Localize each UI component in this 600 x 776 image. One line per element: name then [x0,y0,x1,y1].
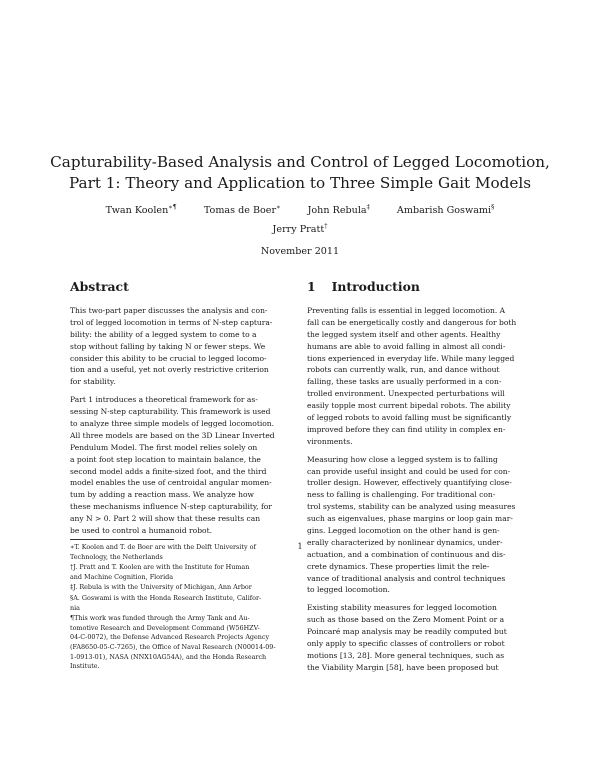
footnote-line: †J. Pratt and T. Koolen are with the Institute for Human [70,563,250,572]
text-line: trol systems, stability can be analyzed using measures [307,502,516,512]
footnote-line: (FA8650-05-C-7265), the Office of Naval Research (N00014-09- [70,642,276,651]
text-line: Poincaré map analysis may be readily computed but [307,627,507,637]
page-number: 1 [297,542,303,551]
paper-title [40,152,560,194]
text-line: Existing stability measures for legged locomotion [307,603,497,613]
text-line: Measuring how close a legged system is to falling [307,454,498,464]
footnote-line: Institute. [70,662,100,671]
text-line: to analyze three simple models of legged locomotion. [70,419,275,429]
footnote-line: §A. Goswami is with the Honda Research Institute, Califor- [70,593,262,602]
text-line: Pendulum Model. The first model relies solely on [70,442,258,452]
abstract-heading: Abstract [70,279,129,294]
footnote-rule [70,539,174,540]
text-line: bility: the ability of a legged system to come to a [70,329,257,339]
text-line: second model adds a finite-sized foot, and the third [70,466,267,476]
text-line: of legged robots to avoid falling must be significantly [307,413,512,423]
text-line: All three models are based on the 3D Linear Inverted [70,430,275,440]
title-line-2: Part 1: Theory and Application to Three Simple Gait Models [68,174,532,192]
footnote [70,594,295,613]
text-line: falling, these tasks are usually performed in a con- [307,377,502,387]
footnote [70,583,295,593]
text-line: tion and a useful, yet not overly restrictive criterion [70,365,269,375]
footnotes [70,543,295,673]
abstract-body [70,305,295,537]
text-line: robots can currently walk, run, and dance without [307,365,500,375]
text-line: any N > 0. Part 2 will show that these results can [70,514,261,524]
footnote-line: tomotive Research and Development Command (W56HZV- [70,623,260,632]
introduction-body [307,305,532,674]
text-line: ness to falling is challenging. For traditional con- [307,490,496,500]
text-line: model enables the use of centroidal angular momen- [70,478,272,488]
footnote [70,543,295,562]
author: Ambarish Goswami§ [396,203,495,217]
text-line: trolled environment. Unexpected perturbations will [307,389,505,399]
footnote-line: ‡J. Rebula is with the University of Michigan, Ann Arbor [70,583,252,592]
footnote-line: ∗T. Koolen and T. de Boer are with the Delft University of [70,543,256,551]
text-line: consider this ability to be crucial to legged locomo- [70,353,267,363]
text-line: fall can be energetically costly and dangerous for both [307,317,517,327]
text-line: be used to control a humanoid robot. [70,526,213,536]
text-line: trol of legged locomotion in terms of N-step captura- [70,317,273,327]
text-line: stop without falling by taking N or fewer steps. We [70,341,266,351]
author: Tomas de Boer∗ [203,203,281,217]
text-line: humans are able to avoid falling in almost all condi- [307,341,506,351]
footnote-line: Technology, the Netherlands [70,552,163,561]
footnote [70,563,295,582]
text-line: improved before they can find utility in complex en- [307,424,506,434]
author: Twan Koolen∗¶ [105,203,177,217]
text-line: a point foot step location to maintain balance, the [70,454,261,464]
text-line: gins. Legged locomotion on the other hand is gen- [307,526,500,536]
publication-date: November 2011 [260,246,340,257]
footnote-line: ¶This work was funded through the Army Tank and Au- [70,614,250,623]
author-list [60,203,540,216]
footnote [70,614,295,672]
footnote-line: 04-C-0072), the Defense Advanced Research Projects Agency [70,633,270,642]
text-line: can provide useful insight and could be used for con- [307,466,511,476]
introduction-heading: 1 Introduction [307,279,420,294]
text-line: vironments. [307,436,353,446]
text-line: Preventing falls is essential in legged locomotion. A [307,306,506,315]
text-line: erally characterized by nonlinear dynamics, under- [307,537,503,547]
footnote-line: 1-0913-01), NASA (NNX10AG54A), and the Honda Research [70,652,267,661]
text-line: motions [13, 28]. More general techniques, such as [307,650,505,660]
text-line: easily topple most current bipedal robots. The ability [307,401,511,411]
title-line-1: Capturability-Based Analysis and Control of Legged Locomotion, [50,153,550,171]
footnote-line: nia [70,603,80,612]
text-line: the legged system itself and other agents. Healthy [307,329,501,339]
text-line: This two-part paper discusses the analysis and con- [70,306,268,315]
text-line: these mechanisms influence N-step capturability, for [70,502,272,512]
author: John Rebula‡ [307,203,370,217]
text-line: troller design. However, effectively quantifying close- [307,478,512,488]
text-line: only apply to specific classes of controllers or robot [307,639,505,649]
text-line: to legged locomotion. [307,585,390,595]
text-line: crete dynamics. These properties limit the rele- [307,561,490,571]
text-line: tum by adding a reaction mass. We analyze how [70,490,255,500]
text-line: such as those based on the Zero Moment Point or a [307,615,505,625]
footnote-line: and Machine Cognition, Florida [70,572,174,581]
text-line: actuation, and a combination of continuous and dis- [307,549,506,559]
author: Jerry Pratt† [272,222,328,236]
text-line: tions experienced in everyday life. While many legged [307,353,515,363]
footnote-gap [70,672,295,673]
text-line: for stability. [70,377,116,387]
text-line: the Viability Margin [58], have been proposed but [307,662,499,672]
text-line: Part 1 introduces a theoretical framework for as- [70,395,258,405]
text-line: vance of traditional analysis and control techniques [307,573,506,583]
text-line: sessing N-step capturability. This framework is used [70,407,271,417]
text-line: such as eigenvalues, phase margins or loop gain mar- [307,514,513,524]
